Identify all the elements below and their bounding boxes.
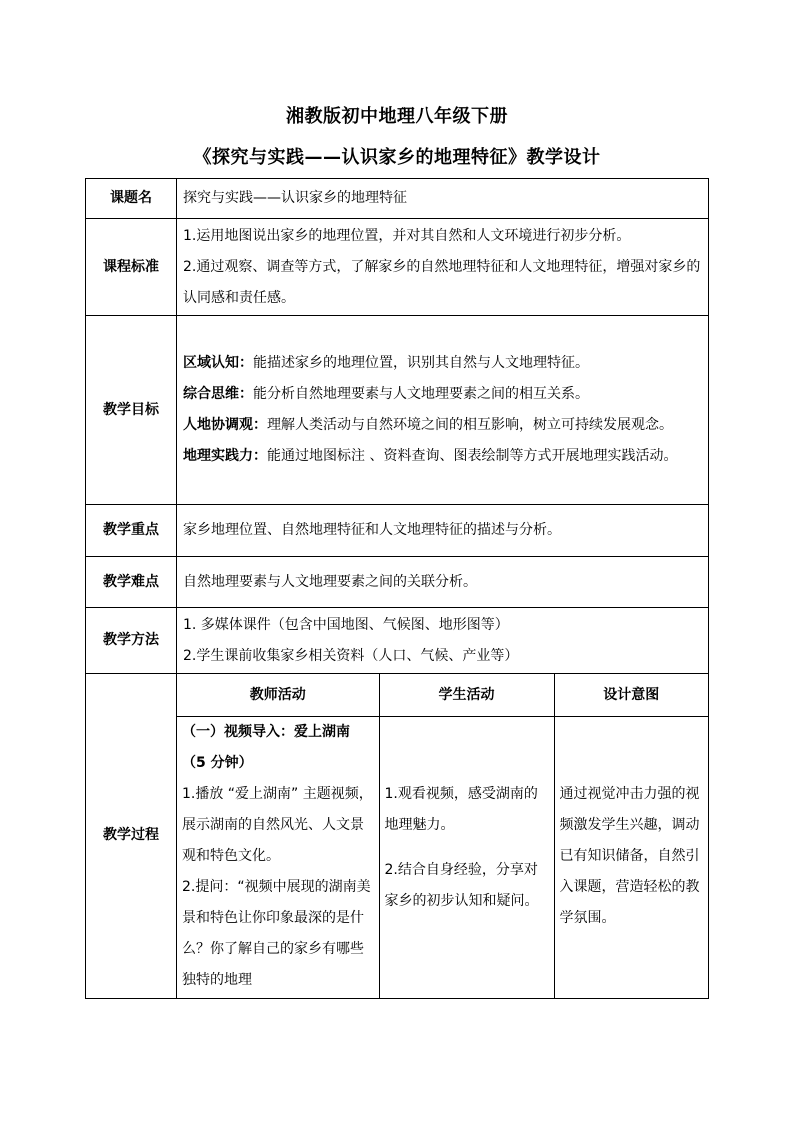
label-difficulty: 教学难点 (86, 557, 177, 608)
label-process: 教学过程 (86, 674, 177, 999)
process-cell (177, 674, 709, 999)
document-title: 湘教版初中地理八年级下册 (286, 106, 508, 127)
label-standard: 课程标准 (86, 219, 177, 316)
row-key-points (86, 505, 709, 557)
design-intent-text: 通过视觉冲击力强的视频激发学生兴趣，调动已有知识储备，自然引入课题，营造轻松的教学氛围。 (559, 786, 700, 926)
method-item-1: 1. 多媒体课件（包含中国地图、气候图、地形图等） (183, 616, 509, 633)
student-step-1: 1.观看视频，感受湖南的地理魅力。 (384, 786, 538, 833)
document-subtitle: 《探究与实践——认识家乡的地理特征》教学设计 (193, 147, 601, 168)
value-topic: 探究与实践——认识家乡的地理特征 (177, 179, 709, 219)
teacher-step-2: 2.提问：“视频中展现的湖南美景和特色让你印象最深的是什么？你了解自己的家乡有哪些独特的地理 (182, 879, 371, 988)
goal-1-text: 能描述家乡的地理位置，识别其自然与人文地理特征。 (253, 355, 589, 371)
row-standard (86, 219, 709, 316)
header-intent: 设计意图 (554, 674, 708, 717)
header-teacher: 教师活动 (177, 674, 379, 717)
goal-4 (183, 441, 702, 472)
process-header-row (177, 674, 708, 717)
row-goals (86, 316, 709, 505)
label-goals: 教学目标 (86, 316, 177, 505)
goal-4-text: 能通过地图标注 、资料查询、图表绘制等方式开展地理实践活动。 (267, 448, 678, 464)
teacher-section-title: （一）视频导入：爱上湖南（5 分钟） (182, 724, 350, 771)
goal-3-key: 人地协调观： (183, 417, 267, 433)
value-goals (177, 316, 709, 505)
value-methods (177, 608, 709, 674)
label-topic: 课题名 (86, 179, 177, 219)
goal-4-key: 地理实践力： (183, 448, 267, 464)
standard-item-1: 1.运用地图说出家乡的地理位置，并对其自然和人文环境进行初步分析。 (183, 227, 631, 244)
goal-1-key: 区域认知： (183, 355, 253, 371)
value-standard (177, 219, 709, 316)
goal-3-text: 理解人类活动与自然环境之间的相互影响，树立可持续发展观念。 (267, 417, 673, 433)
design-intent (554, 717, 708, 998)
goal-3 (183, 410, 702, 441)
student-step-2: 2.结合自身经验，分享对家乡的初步认知和疑问。 (384, 862, 539, 909)
value-key-points: 家乡地理位置、自然地理特征和人文地理特征的描述与分析。 (177, 505, 709, 557)
label-methods: 教学方法 (86, 608, 177, 674)
goal-2-key: 综合思维： (183, 386, 253, 402)
value-difficulty: 自然地理要素与人文地理要素之间的关联分析。 (177, 557, 709, 608)
row-process (86, 674, 709, 999)
process-table (177, 674, 708, 998)
header-student: 学生活动 (379, 674, 554, 717)
lesson-plan-table (85, 178, 709, 999)
process-row-1 (177, 717, 708, 998)
row-methods (86, 608, 709, 674)
teacher-step-1: 1.播放 “爱上湖南” 主题视频，展示湖南的自然风光、人文景观和特色文化。 (182, 786, 373, 864)
goal-1 (183, 348, 702, 379)
teacher-activity (177, 717, 379, 998)
method-item-2: 2.学生课前收集家乡相关资料（人口、气候、产业等） (183, 647, 519, 664)
goal-2 (183, 379, 702, 410)
standard-item-2: 2.通过观察、调查等方式，了解家乡的自然地理特征和人文地理特征，增强对家乡的认同感和责任感。 (183, 258, 701, 306)
label-key-points: 教学重点 (86, 505, 177, 557)
goal-2-text: 能分析自然地理要素与人文地理要素之间的相互关系。 (253, 386, 589, 402)
row-difficulty (86, 557, 709, 608)
student-activity (379, 717, 554, 998)
row-topic (86, 179, 709, 219)
